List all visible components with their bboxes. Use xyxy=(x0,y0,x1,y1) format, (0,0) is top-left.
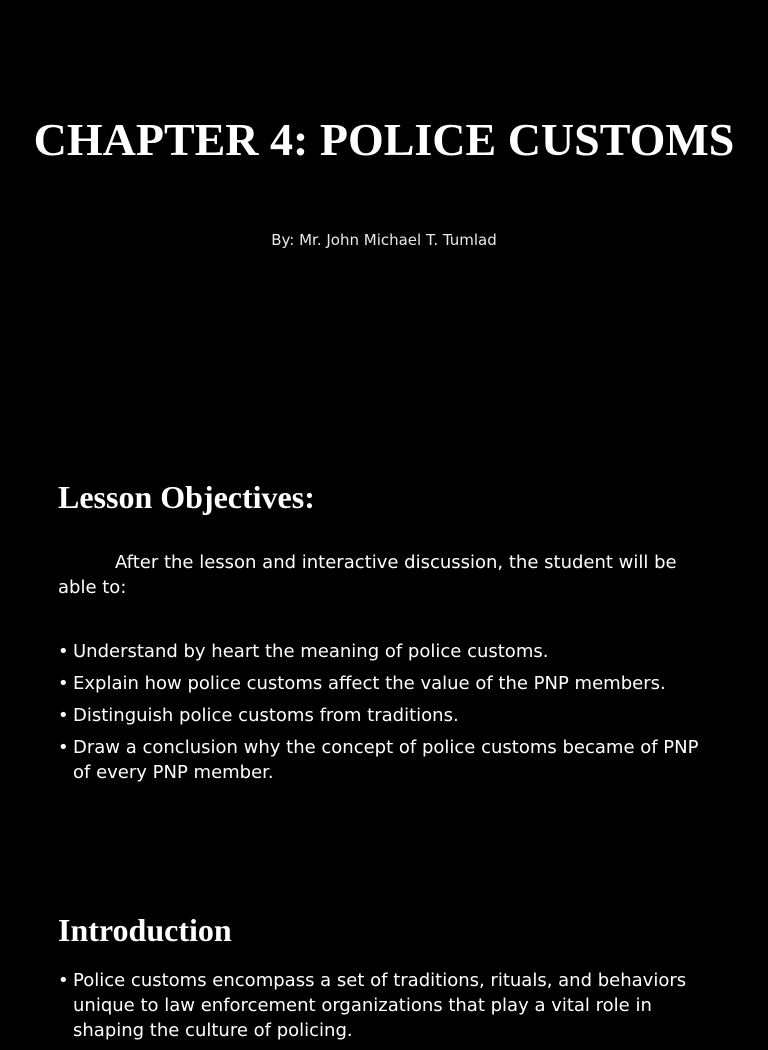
bullet-icon: • xyxy=(58,673,69,694)
list-item-text: Explain how police customs affect the value of the PNP members. xyxy=(73,673,666,694)
chapter-title: CHAPTER 4: POLICE CUSTOMS xyxy=(33,114,735,165)
list-item xyxy=(58,735,710,785)
introduction-slide xyxy=(0,870,768,1041)
objectives-list xyxy=(58,639,710,792)
list-item-text: Police customs encompass a set of traditions, rituals, and behaviors unique to law enforcement organizations that play a vital role in shaping the culture of policing. xyxy=(73,970,687,1041)
introduction-heading: Introduction xyxy=(58,912,232,948)
list-item xyxy=(58,703,710,728)
list-item xyxy=(58,639,710,664)
bullet-icon: • xyxy=(58,970,69,991)
introduction-list xyxy=(58,968,710,1050)
bullet-icon: • xyxy=(58,641,69,662)
objectives-heading: Lesson Objectives: xyxy=(58,479,315,515)
list-item-text: Distinguish police customs from traditions. xyxy=(73,705,459,726)
objectives-slide xyxy=(0,400,768,870)
bullet-icon: • xyxy=(58,737,69,758)
list-item xyxy=(58,968,710,1043)
list-item-text: Understand by heart the meaning of police customs. xyxy=(73,641,549,662)
title-slide xyxy=(0,0,768,400)
bullet-icon: • xyxy=(58,705,69,726)
list-item-text: Draw a conclusion why the concept of police customs became of PNP of every PNP member. xyxy=(73,737,699,783)
list-item xyxy=(58,671,710,696)
author-byline: By: Mr. John Michael T. Tumlad xyxy=(271,231,497,249)
objectives-intro: After the lesson and interactive discussion, the student will be able to: xyxy=(58,552,677,598)
